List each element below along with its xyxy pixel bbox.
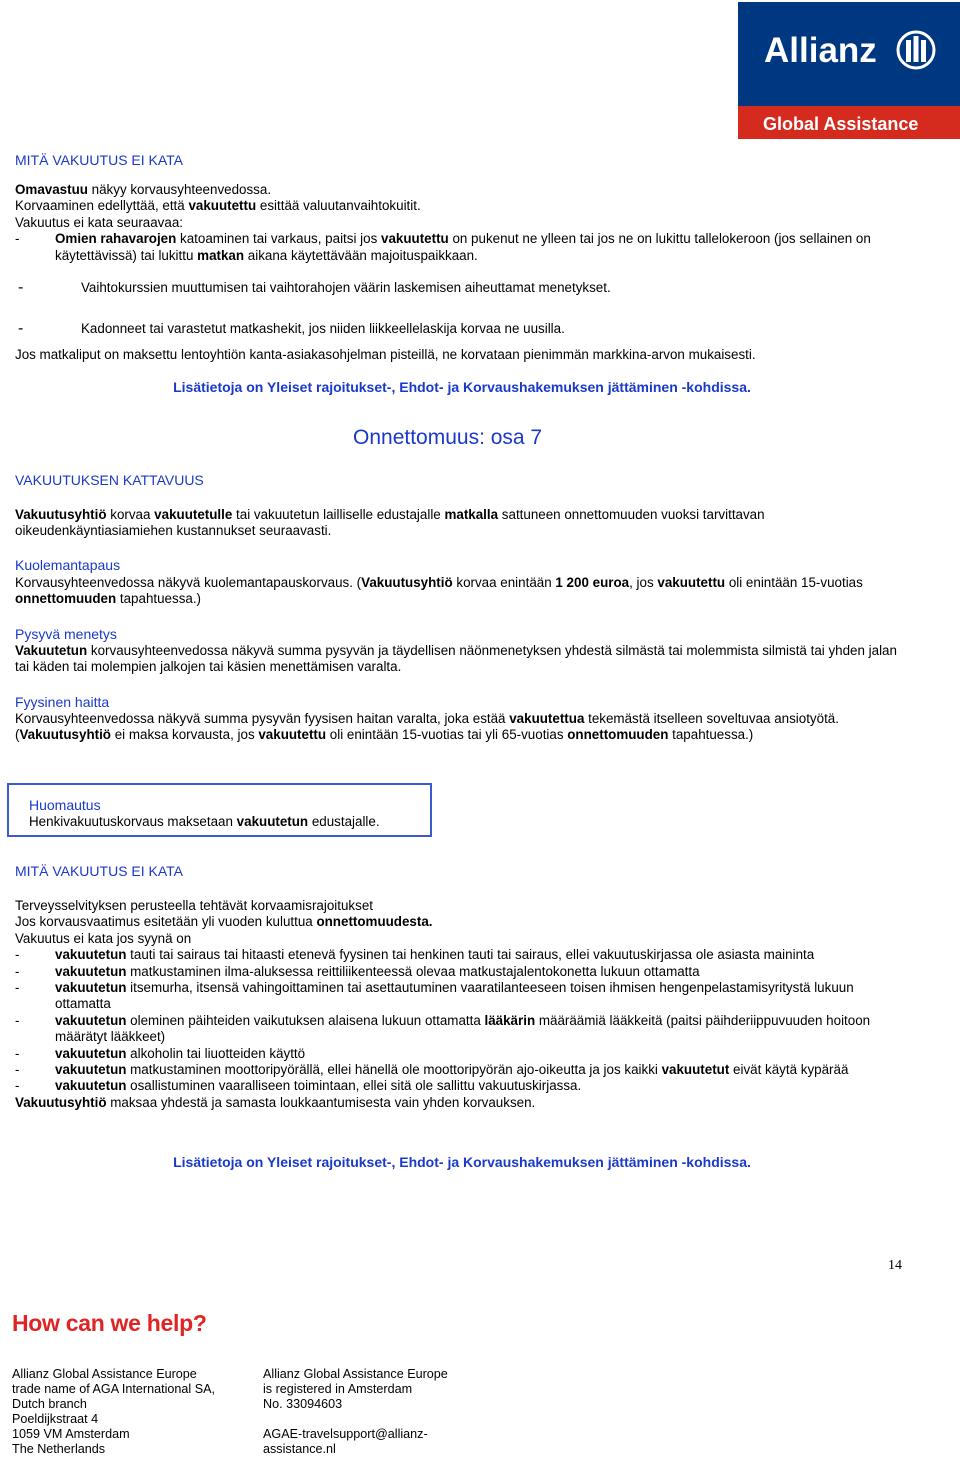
list-item: - Kadonneet tai varastetut matkashekit, jos niiden liikkeellelaskija korvaa ne uusilla. <box>18 320 565 338</box>
logo-subtitle: Global Assistance <box>763 114 919 134</box>
allianz-wordmark: Allianz <box>764 31 877 70</box>
coverage-paragraph: Vakuutusyhtiö korvaa vakuutetulle tai vakuutetun lailliselle edustajalle matkalla sattuneen onnettomuuden vuoksi tarvittavan oikeudenkäyntiasiamiehen kustannukset seuraavasti. <box>15 507 765 539</box>
footer-registration: Allianz Global Assistance Europe is registered in Amsterdam No. 33094603 AGAE-travelsupport@allianz- assistance.nl <box>263 1367 448 1456</box>
list-item: - vakuutetun matkustaminen ilma-aluksessa reittiliikenteessä olevaa matkustajalentokonetta lukuun ottamatta <box>15 963 700 979</box>
section1-body: Omavastuu näkyy korvausyhteenvedossa. Korvaaminen edellyttää, että vakuutettu esittää valuutanvaihtokuitit. Vakuutus ei kata seuraavaa: - Omien rahavarojen katoaminen tai varkaus, paitsi jos vakuutettu on pukenut ne ylleen tai jos ne on lukittu tallelokeroon (jos sellainen on käytettävissä) tai lukittu matkan aikana käytettävään majoituspaikkaan. <box>15 182 905 264</box>
permanent-loss-paragraph: Vakuutetun korvausyhteenvedossa näkyvä summa pysyvän ja täydellisen näönmenetyksen yhdestä silmästä tai molemmista silmistä tai yhden jalan tai käden tai molempien jalkojen tai käsien menettämisen varalta. <box>15 643 897 675</box>
list-item: - Omien rahavarojen katoaminen tai varkaus, paitsi jos vakuutettu on pukenut ne ylleen tai jos ne on lukittu tallelokeroon (jos sellainen on käytettävissä) tai lukittu matkan aikana käytettävään majoituspaikkaan. <box>15 231 871 263</box>
note-box <box>7 783 432 837</box>
more-info-link-1: Lisätietoja on Yleiset rajoitukset-, Ehdot- ja Korvaushakemuksen jättäminen -kohdissa. <box>173 379 751 395</box>
points-paragraph: Jos matkaliput on maksettu lentoyhtiön kanta-asiakasohjelman pisteillä, ne korvataan pienimmän markkina-arvon mukaisesti. <box>15 347 756 362</box>
list-item: - vakuutetun oleminen päihteiden vaikutuksen alaisena lukuun ottamatta lääkärin määräämiä lääkkeitä (paitsi päihderiippuvuuden hoitoon määrätyt lääkkeet) <box>15 1012 871 1045</box>
list-item: - Vaihtokurssien muuttumisen tai vaihtorahojen väärin laskemisen aiheuttamat menetykset. <box>18 279 611 296</box>
list-item: - vakuutetun itsemurha, itsensä vahingoittaminen tai asettautuminen vaaratilanteeseen toisen ihmisen hengenpelastamisyritystä lukuun ottamatta <box>15 980 854 1012</box>
page-title: Onnettomuus: osa 7 <box>353 426 543 449</box>
list-item: - vakuutetun matkustaminen moottoripyörällä, ellei hänellä ole moottoripyörän ajo-oikeutta ja jos kaikki vakuutetut eivät käytä kypärää <box>15 1062 849 1078</box>
note-text: Henkivakuutuskorvaus maksetaan vakuutetun edustajalle. <box>29 814 380 829</box>
allianz-logo <box>738 2 960 139</box>
subheading-disability: Fyysinen haitta <box>15 694 110 710</box>
subheading-death: Kuolemantapaus <box>15 557 121 573</box>
list-item: - vakuutetun tauti tai sairaus tai hitaasti etenevä fyysinen tai henkinen tauti tai sairaus, ellei vakuutuskirjassa ole asiasta maininta <box>15 947 815 963</box>
section-heading-coverage: VAKUUTUKSEN KATTAVUUS <box>15 472 204 488</box>
death-paragraph: Korvausyhteenvedossa näkyvä kuolemantapauskorvaus. (Vakuutusyhtiö korvaa enintään 1 200 euroa, jos vakuutettu oli enintään 15-vuotias onnettomuuden tapahtuessa.) <box>15 575 863 607</box>
footer-address: Allianz Global Assistance Europe trade name of AGA International SA, Dutch branch Poeldijkstraat 4 1059 VM Amsterdam The Netherlands <box>12 1367 216 1456</box>
subheading-permanent-loss: Pysyvä menetys <box>15 626 117 642</box>
disability-paragraph: Korvausyhteenvedossa näkyvä summa pysyvän fyysisen haitan varalta, joka estää vakuutettua tekemästä itselleen soveltuvaa ansiotyötä. (Vakuutusyhtiö ei maksa korvausta, jos vakuutettu oli enintään 15-vuotias tai yli 65-vuotias onnettomuuden tapahtuessa.) <box>15 711 839 743</box>
footer-slogan: How can we help? <box>12 1310 207 1336</box>
list-item: - vakuutetun alkoholin tai liuotteiden käyttö <box>15 1045 306 1061</box>
note-heading: Huomautus <box>29 797 101 813</box>
section-heading-not-covered: MITÄ VAKUUTUS EI KATA <box>15 152 184 168</box>
section-heading-not-covered-2: MITÄ VAKUUTUS EI KATA <box>15 863 184 879</box>
footer-email[interactable]: AGAE-travelsupport@allianz- <box>263 1427 428 1441</box>
section2-body: Terveysselvityksen perusteella tehtävät korvaamisrajoitukset Jos korvausvaatimus esitetään yli vuoden kuluttua onnettomuudesta. Vakuutus ei kata jos syynä on - vakuutetun tauti tai sairaus tai hitaasti etenevä fyysinen tai henkinen tauti tai sairaus, ellei vakuutuskirjassa ole asiasta maininta - vakuutetun matkustaminen ilma-aluksessa reittiliikenteessä olevaa matkustajalentokonetta lukuun ottamatta - vakuutetun itsemurha, itsensä vahingoittaminen tai asettautuminen vaaratilanteeseen toisen ihmisen hengenpelastamisyritystä lukuun ottamatta - vakuutetun oleminen päihteiden vaikutuksen alaisena lukuun ottamatta lääkärin määräämiä lääkkeitä (paitsi päihderiippuvuuden hoitoon määrätyt lääkkeet) - vakuutetun alkoholin tai liuotteiden käyttö - vakuutetun matkustaminen moottoripyörällä, ellei hänellä ole moottoripyörän ajo-oikeutta ja jos kaikki vakuutetut eivät käytä kypärää - vakuutetun osallistuminen vaaralliseen toimintaan, ellei sitä ole sallittu vakuutuskirjassa. Vakuutusyhtiö maksaa yhdestä ja samasta loukkaantumisesta vain yhden korvauksen. <box>15 898 905 1111</box>
page-number: 14 <box>888 1258 902 1273</box>
list-item: - vakuutetun osallistuminen vaaralliseen toimintaan, ellei sitä ole sallittu vakuutuskirjassa. <box>15 1078 582 1094</box>
more-info-link-2: Lisätietoja on Yleiset rajoitukset-, Ehdot- ja Korvaushakemuksen jättäminen -kohdissa. <box>173 1154 751 1170</box>
